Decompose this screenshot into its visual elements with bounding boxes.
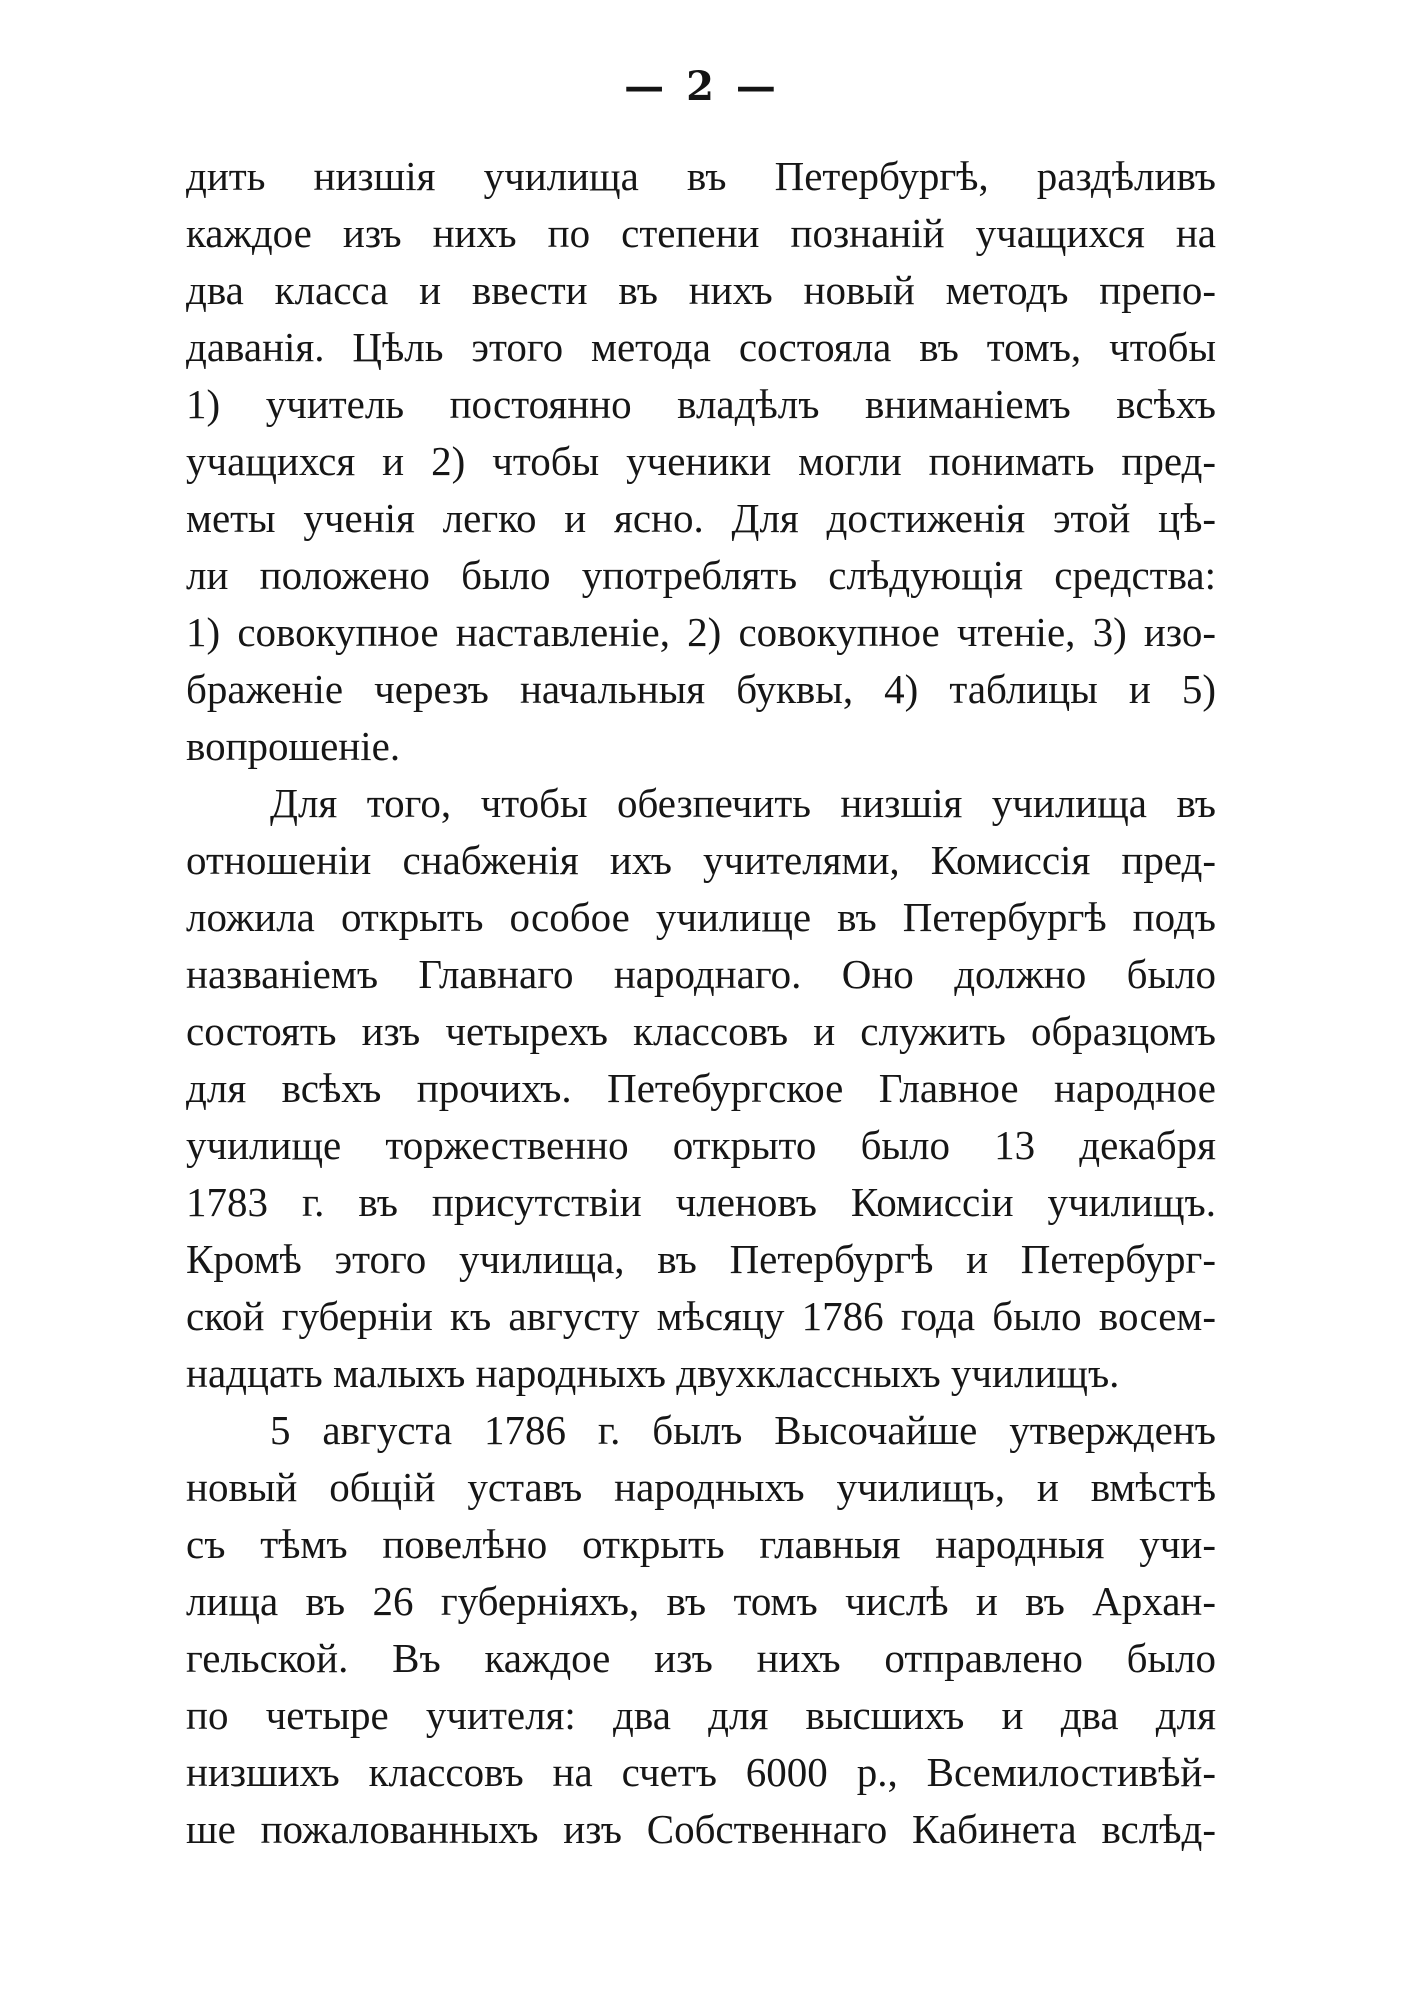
page-number: — 2 — <box>624 63 780 110</box>
text-line: 1) совокупное наставленіе, 2) совокупное чтеніе, 3) изо- <box>186 609 1216 655</box>
text-line: низшихъ классовъ на счетъ 6000 р., Всемилостивѣй- <box>186 1749 1216 1795</box>
text-line: для всѣхъ прочихъ. Петебургское Главное народное <box>186 1065 1216 1111</box>
text-line: гельской. Въ каждое изъ нихъ отправлено было <box>186 1635 1216 1681</box>
text-line: 5 августа 1786 г. былъ Высочайше утвержденъ <box>270 1407 1216 1453</box>
text-line: отношеніи снабженія ихъ учителями, Комиссія пред- <box>186 837 1216 883</box>
text-line: училище торжественно открыто было 13 декабря <box>186 1122 1216 1168</box>
text-line: по четыре учителя: два для высшихъ и два для <box>186 1692 1216 1738</box>
text-line: каждое изъ нихъ по степени познаній учащихся на <box>186 210 1216 256</box>
text-line: ше пожалованныхъ изъ Собственнаго Кабинета вслѣд- <box>186 1806 1216 1852</box>
paragraph <box>186 1402 1216 1858</box>
text-line: дить низшія училища въ Петербургѣ, раздѣливъ <box>186 153 1216 199</box>
text-line: новый общій уставъ народныхъ училищъ, и вмѣстѣ <box>186 1464 1216 1510</box>
text-line: браженіе черезъ начальныя буквы, 4) таблицы и 5) <box>186 666 1216 712</box>
body-text <box>186 148 1216 1858</box>
text-line: названіемъ Главнаго народнаго. Оно должно было <box>186 951 1216 997</box>
paragraph <box>186 775 1216 1402</box>
text-line: 1) учитель постоянно владѣлъ вниманіемъ всѣхъ <box>186 381 1216 427</box>
text-line: надцать малыхъ народныхъ двухклассныхъ училищъ. <box>186 1350 1120 1396</box>
text-line: съ тѣмъ повелѣно открыть главныя народныя учи- <box>186 1521 1216 1567</box>
text-line: Кромѣ этого училища, въ Петербургѣ и Петербург- <box>186 1236 1216 1282</box>
text-line: ли положено было употреблять слѣдующія средства: <box>186 552 1216 598</box>
text-line: Для того, чтобы обезпечить низшія училища въ <box>270 780 1216 826</box>
text-line: лища въ 26 губерніяхъ, въ томъ числѣ и въ Архан- <box>186 1578 1216 1624</box>
text-line: даванія. Цѣль этого метода состояла въ томъ, чтобы <box>186 324 1216 370</box>
text-line: меты ученія легко и ясно. Для достиженія этой цѣ- <box>186 495 1216 541</box>
text-line: учащихся и 2) чтобы ученики могли понимать пред- <box>186 438 1216 484</box>
text-line: 1783 г. въ присутствіи членовъ Комиссіи училищъ. <box>186 1179 1216 1225</box>
text-line: состоять изъ четырехъ классовъ и служить образцомъ <box>186 1008 1216 1054</box>
text-line: два класса и ввести въ нихъ новый методъ препо- <box>186 267 1216 313</box>
text-line: ской губерніи къ августу мѣсяцу 1786 года было восем- <box>186 1293 1216 1339</box>
text-line: ложила открыть особое училище въ Петербургѣ подъ <box>186 894 1216 940</box>
paragraph <box>186 148 1216 775</box>
text-line: вопрошеніе. <box>186 723 401 769</box>
